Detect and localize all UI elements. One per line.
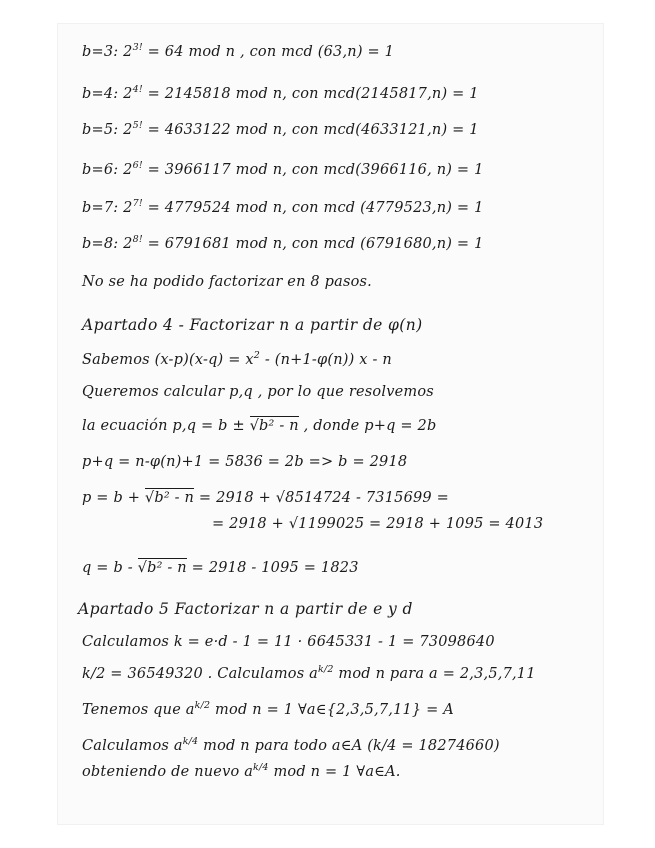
line-b7: b=7: $2^{7!} = 4779524$ mod n, con mcd (4779523,n) = 1	[82, 198, 484, 216]
line-b3: b=3: $2^{3!} = 64$ mod n , con mcd (63,n) = 1	[82, 42, 395, 60]
line-k: Calculamos k = e·d - 1 = 11 · 6645331 - 1 = 73098640	[82, 634, 495, 650]
line-b4: b=4: $2^{4!} = 2145818$ mod n, con mcd(2145817,n) = 1	[82, 84, 479, 102]
line-sabemos: Sabemos $(x-p)(x-q) = x^2 - (n+1-\varphi(n))$ x - n	[82, 350, 392, 368]
line-p-plus-q: p+q = n-φ(n)+1 = 5836 = 2b => b = 2918	[82, 454, 408, 470]
line-b6: b=6: $2^{6!} = 3966117$ mod n, con mcd(3966116, n) = 1	[82, 160, 484, 178]
line-q-formula: q = b - √b² - n = 2918 - 1095 = 1823	[82, 560, 359, 576]
line-p-formula: p = b + √b² - n = 2918 + √8514724 - 7315699 =	[82, 490, 450, 506]
line-k-half: k/2 = 36549320 . Calculamos $a^{k/2}$ mod n para a = 2,3,5,7,11	[82, 664, 536, 682]
line-calculamos-k4: Calculamos $a^{k/4}$ mod n para todo a∈A (k/4 = 18274660)	[82, 736, 500, 754]
line-queremos: Queremos calcular p,q , por lo que resolvemos	[82, 384, 434, 400]
section-heading-4: Apartado 4 - Factorizar n a partir de φ(n)	[82, 316, 423, 334]
section-heading-5: Apartado 5 Factorizar n a partir de e y d	[78, 600, 413, 618]
line-ecuacion: la ecuación p,q = b ± √b² - n , donde p+q = 2b	[82, 418, 437, 434]
conclusion-line: No se ha podido factorizar en 8 pasos.	[82, 274, 372, 290]
line-obteniendo: obteniendo de nuevo $a^{k/4}$ mod n = 1 ∀a∈A.	[82, 762, 401, 780]
line-p-result: = 2918 + √1199025 = 2918 + 1095 = 4013	[212, 516, 544, 532]
line-tenemos: Tenemos que $a^{k/2}$ mod n = 1 ∀a∈{2,3,5,7,11} = A	[82, 700, 454, 718]
line-b8: b=8: $2^{8!} = 6791681$ mod n, con mcd (6791680,n) = 1	[82, 234, 484, 252]
line-b5: b=5: $2^{5!} = 4633122$ mod n, con mcd(4633121,n) = 1	[82, 120, 479, 138]
